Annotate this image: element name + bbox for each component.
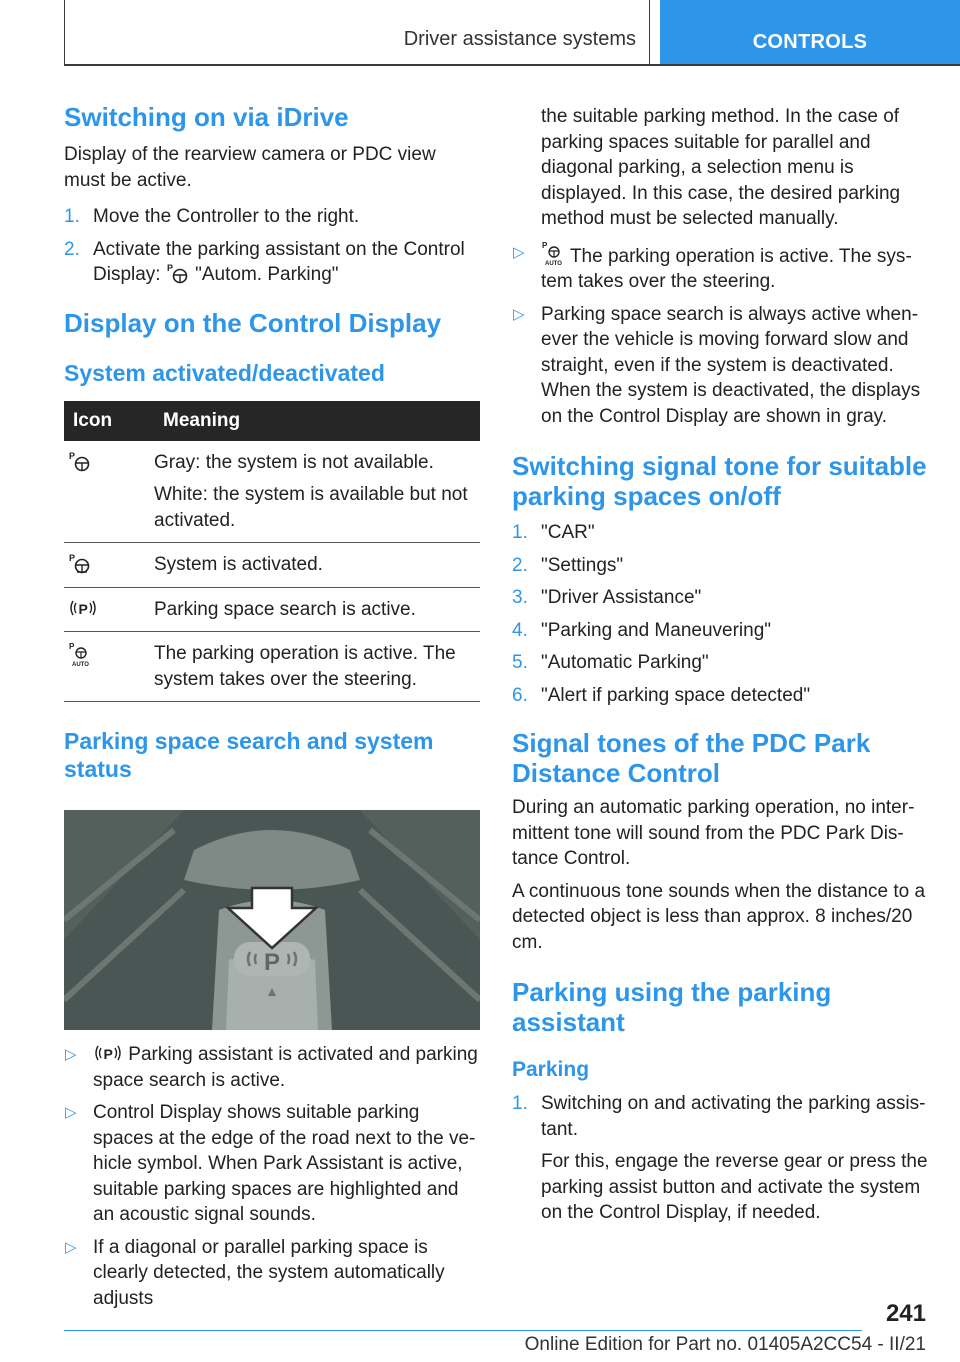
- header-section-title: Driver assistance systems: [403, 28, 636, 50]
- list-item: 6. "Alert if parking space detected": [512, 684, 811, 706]
- parking-space-search-icon: [68, 597, 98, 619]
- switching-paragraph: Display of the rearview camera or PDC view must be active.: [64, 144, 436, 191]
- bullet-triangle-icon: ▷: [65, 1238, 77, 1256]
- list-item: 1. Move the Controller to the right.: [64, 206, 360, 227]
- heading-parking: Parking: [512, 1058, 590, 1081]
- list-item: 5. "Automatic Parking": [512, 652, 709, 673]
- list-item: 3. "Driver Assistance": [512, 587, 702, 608]
- list-item: 2. Activate the parking assistant on the Control Display: P "Autom. Parking": [64, 238, 465, 285]
- parking-space-search-icon: [93, 1042, 123, 1064]
- switching-steps: [64, 204, 480, 288]
- right-column: [512, 104, 928, 1233]
- svg-text:P: P: [103, 1046, 113, 1062]
- header-rule: [64, 64, 960, 66]
- heading-parking-search: Parking space search and system status: [64, 728, 434, 782]
- list-item: 4. "Parking and Maneuvering": [512, 619, 772, 641]
- svg-text:P: P: [69, 450, 76, 461]
- heading-pdc-tones: Signal tones of the PDC Park Distance Control: [512, 728, 871, 788]
- svg-text:P: P: [69, 642, 75, 651]
- svg-text:P: P: [542, 240, 548, 250]
- bullet-triangle-icon: ▷: [513, 243, 525, 261]
- icon-meaning-table: [64, 401, 480, 703]
- heading-signal-tone: Switching signal tone for suitable parking spaces on/off: [512, 451, 927, 511]
- list-item: 2. "Settings": [512, 554, 624, 576]
- list-item: 1. "CAR": [512, 522, 595, 543]
- status-bullets: [512, 240, 928, 430]
- list-item: ▷ P AUTO The parking operation is active. The system takes over the steering.: [513, 240, 912, 292]
- parking-steps: [512, 1091, 928, 1226]
- parking-assistant-icon: [68, 450, 92, 472]
- list-item: ▷ If a diagonal or parallel parking space is clearly detected, the system automatically adjusts: [65, 1236, 445, 1309]
- parking-display-figure: [64, 810, 480, 1030]
- svg-text:P: P: [166, 263, 173, 273]
- svg-text:P: P: [69, 553, 76, 563]
- signal-steps: [512, 520, 928, 708]
- svg-text:P: P: [78, 600, 88, 617]
- table-row: P AUTO The parking operation is active. The system takes over the steering.: [64, 632, 480, 702]
- column-header-icon: Icon: [64, 401, 154, 441]
- parking-auto-icon: [541, 240, 565, 266]
- bullet-triangle-icon: ▷: [65, 1104, 77, 1121]
- list-item: ▷ P Parking assistant is activated and parking space search is active.: [65, 1044, 478, 1091]
- svg-text:AUTO: AUTO: [545, 260, 562, 266]
- footer-rule: [64, 1330, 862, 1331]
- bullet-triangle-icon: ▷: [513, 305, 525, 323]
- svg-text:AUTO: AUTO: [72, 662, 89, 667]
- continued-paragraph: the suitable parking method. In the case of parking spaces suitable for parallel and diagonal parking, a selection menu is displayed. In this case, the desired parking method must be selected manually.: [541, 106, 901, 229]
- list-item: ▷ Control Display shows suitable parking spaces at the edge of the road next to the vehicle symbol. When Park Assistant is active, suitable parking spaces are highlighted and an acoustic signal sounds.: [65, 1102, 476, 1225]
- page-number: 241: [885, 1300, 926, 1327]
- parking-auto-icon: [68, 641, 92, 667]
- footer-edition: Online Edition for Part no. 01405A2CC54 - II/21: [524, 1334, 926, 1355]
- list-item: 1. Switching on and activating the parking assistant. For this, engage the reverse gear or press the parking assist button and activate the system on the Control Display, if needed.: [512, 1093, 928, 1223]
- heading-display: Display on the Control Display: [64, 307, 442, 338]
- list-item: ▷ Parking space search is always active whenever the vehicle is moving forward slow and straight, even if the system is deactivated. When the system is deactivated, the displays on the Control Display are shown in gray.: [513, 303, 921, 427]
- bullet-triangle-icon: ▷: [65, 1046, 77, 1063]
- column-header-meaning: Meaning: [154, 401, 480, 441]
- figure-parking-letter: P: [263, 949, 281, 976]
- table-row: P Gray: the system is not available. White: the system is available but not activated.: [64, 441, 480, 543]
- pdc-paragraph-1: During an automatic parking operation, no intermittent tone will sound from the PDC Park Distance Control.: [512, 797, 915, 869]
- header-chapter-tab[interactable]: CONTROLS: [660, 0, 960, 64]
- table-row: P System is activated.: [64, 543, 480, 588]
- parking-assistant-active-icon: [68, 552, 92, 574]
- pdc-paragraph-2: A continuous tone sounds when the distance to a detected object is less than approx. 8 inches/20 cm.: [512, 880, 926, 953]
- search-bullets: [64, 1042, 480, 1311]
- left-column: [64, 102, 480, 1318]
- heading-system-activated: System activated/deactivated: [64, 359, 385, 386]
- table-row: P Parking space search is active.: [64, 587, 480, 632]
- heading-switching-on: Switching on via iDrive: [64, 102, 349, 132]
- heading-parking-using: Parking using the parking assistant: [512, 977, 832, 1037]
- parking-assistant-icon: [166, 262, 190, 284]
